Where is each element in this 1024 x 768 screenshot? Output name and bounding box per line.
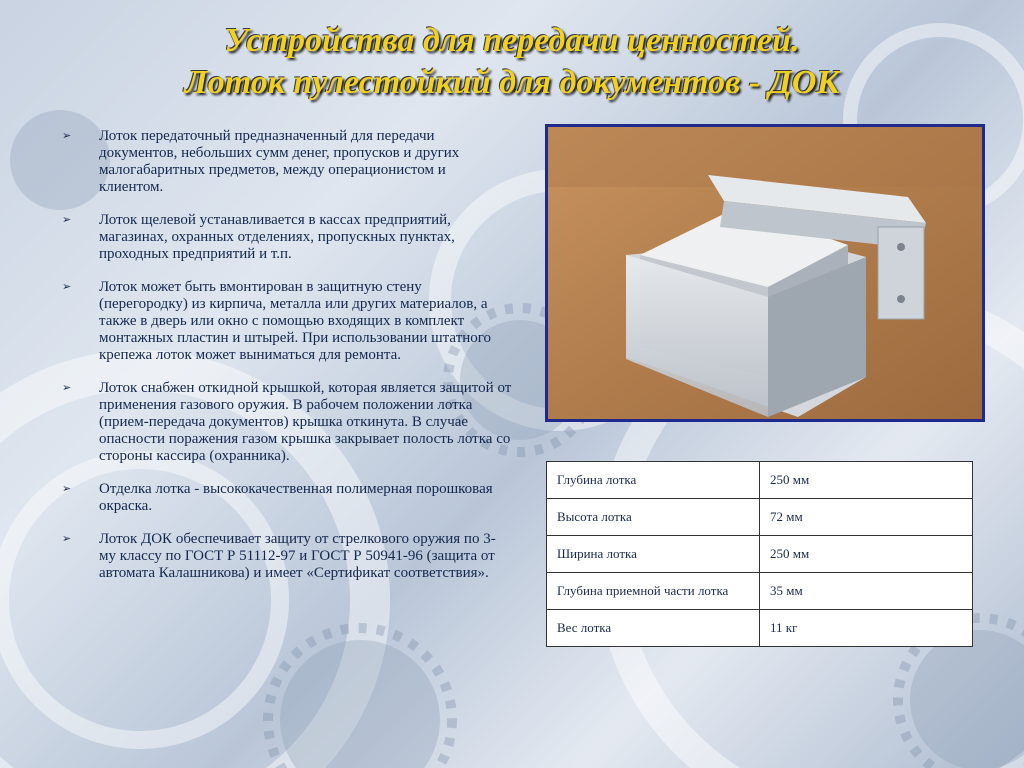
tray-image-icon: [548, 127, 982, 419]
spec-name: Высота лотка: [547, 499, 760, 536]
list-item-text: Лоток передаточный предназначенный для передачи документов, небольших сумм денег, пропусков и других малогабаритных предметов, между операционистом и клиентом.: [99, 128, 460, 195]
spec-name: Глубина приемной части лотка: [547, 573, 760, 610]
arrow-bullet-icon: ➢: [62, 281, 72, 293]
table-row: [547, 573, 973, 610]
list-item: [62, 531, 512, 582]
product-photo: [545, 124, 985, 422]
table-row: [547, 610, 973, 647]
arrow-bullet-icon: ➢: [62, 382, 72, 394]
spec-value: 250 мм: [760, 462, 973, 499]
list-item: [62, 279, 512, 364]
description-list: [62, 128, 512, 598]
list-item-text: Лоток ДОК обеспечивает защиту от стрелкового оружия по 3-му классу по ГОСТ Р 51112-97 и ГОСТ Р 50941-96 (защита от автомата Калашникова) и имеет «Сертификат соответствия».: [99, 531, 496, 581]
page-title: [0, 20, 1024, 104]
spec-value: 11 кг: [760, 610, 973, 647]
list-item: [62, 380, 512, 465]
list-item: [62, 481, 512, 515]
spec-name: Глубина лотка: [547, 462, 760, 499]
arrow-bullet-icon: ➢: [62, 483, 72, 495]
arrow-bullet-icon: ➢: [62, 533, 72, 545]
spec-value: 35 мм: [760, 573, 973, 610]
spec-value: 250 мм: [760, 536, 973, 573]
list-item-text: Лоток щелевой устанавливается в кассах предприятий, магазинах, охранных отделениях, пропускных пунктах, проходных предприятий и т.п.: [99, 212, 455, 262]
table-row: [547, 499, 973, 536]
list-item: [62, 128, 512, 196]
arrow-bullet-icon: ➢: [62, 130, 72, 142]
table-row: [547, 462, 973, 499]
spec-name: Вес лотка: [547, 610, 760, 647]
list-item-text: Отделка лотка - высококачественная полимерная порошковая окраска.: [99, 481, 493, 514]
title-line-2: Лоток пулестойкий для документов - ДОК: [184, 64, 840, 101]
list-item-text: Лоток может быть вмонтирован в защитную стену (перегородку) из кирпича, металла или других материалов, а также в дверь или окно с помощью входящих в комплект монтажных пластин и штырей. При использовании штатного крепежа лоток может выниматься для ремонта.: [99, 279, 492, 363]
table-row: [547, 536, 973, 573]
title-line-1: Устройства для передачи ценностей.: [224, 22, 800, 59]
arrow-bullet-icon: ➢: [62, 214, 72, 226]
list-item: [62, 212, 512, 263]
spec-value: 72 мм: [760, 499, 973, 536]
spec-name: Ширина лотка: [547, 536, 760, 573]
list-item-text: Лоток снабжен откидной крышкой, которая является защитой от применения газового оружия. В рабочем положении лотка (прием-передача документов) крышка откинута. В случае опасности поражения газом крышка закрывает полость лотка со стороны кассира (охранника).: [99, 380, 512, 464]
specs-table: [546, 461, 973, 647]
